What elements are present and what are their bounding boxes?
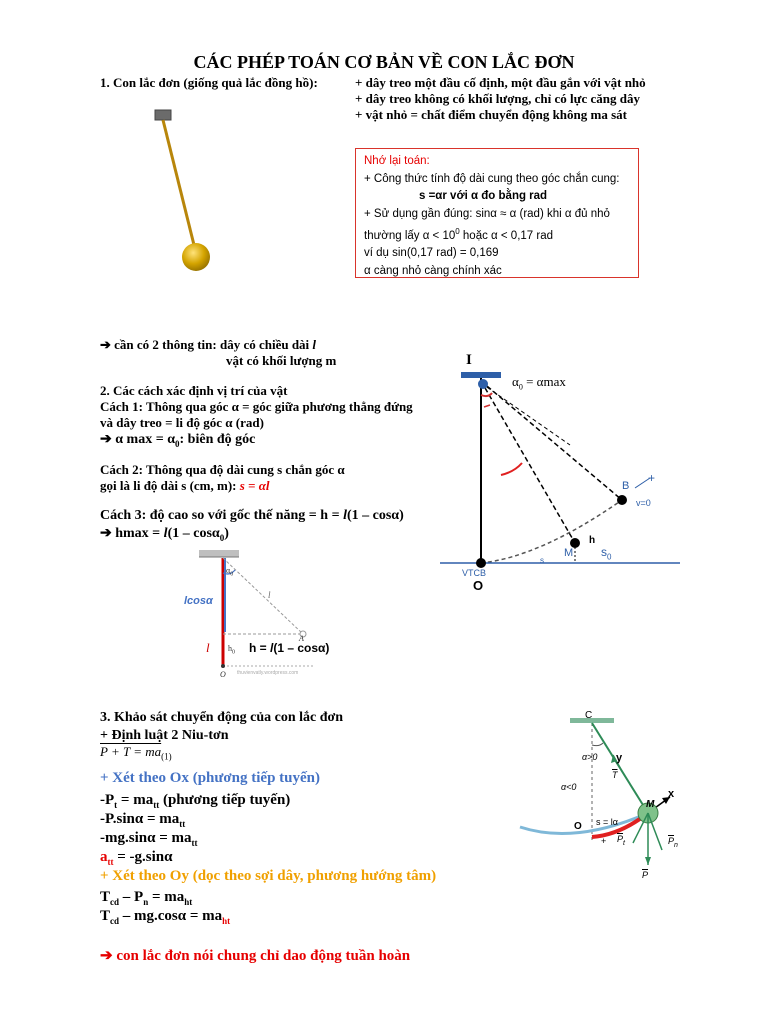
fig4-label-M: M [646, 799, 655, 810]
note-line-6: α càng nhỏ càng chính xác [364, 264, 502, 277]
oy-line-2 [100, 908, 230, 926]
fig2-label-O: O [473, 578, 484, 593]
ox-heading: + Xét theo Ox (phương tiếp tuyến) [100, 770, 321, 786]
fig3-alpha-label [226, 566, 233, 578]
newton-eq-text: P + T = ma [100, 744, 162, 759]
fig3-formula-l: l [270, 641, 274, 655]
method1-line-b: và dây treo = li độ góc α (rad) [100, 415, 264, 430]
l2-sub: tt [179, 819, 186, 829]
ox-line-4 [100, 849, 173, 867]
l6b-sub: ht [222, 916, 231, 926]
fig4-label-aneg: α<0 [561, 782, 577, 792]
simple-pendulum-figure [140, 105, 220, 275]
fig3-alpha: α [226, 566, 231, 575]
fig4-label-C: C [585, 710, 593, 721]
ox-line-2 [100, 811, 185, 829]
newton-law: + Định luật 2 Niu-tơn [100, 728, 229, 743]
note-line-3 [364, 206, 630, 224]
fig3-h-sub: 0 [232, 649, 235, 656]
method3-end: (1 – cosα) [346, 508, 404, 523]
fig2-alpha0-label [512, 374, 566, 392]
fig4-Pt-sub: t [623, 839, 625, 847]
height-formula-figure [195, 548, 320, 688]
fig4-label-O: O [574, 821, 582, 832]
note-title: Nhớ lại toán: [364, 155, 430, 167]
l1a-sub: t [114, 800, 118, 810]
l2: -P.sinα = ma [100, 811, 180, 827]
fig4-label-s: s = lα [596, 817, 618, 827]
note-line-4 [364, 223, 630, 245]
fig4-label-Pt [617, 834, 625, 847]
note-line-4-text: thường lấy α < 10 [364, 229, 456, 242]
method3-line-a [100, 508, 404, 524]
hmax-close: ) [224, 526, 229, 541]
conclusion-text: con lắc đơn nói chung chỉ dao động tuần hoàn [112, 948, 411, 964]
fig3-lcos-label: lcosα [184, 595, 213, 607]
l1c: (phương tiếp tuyến) [159, 792, 291, 808]
l5a-sub: cd [110, 897, 120, 907]
math-reminder-box [355, 148, 639, 278]
info-line-1 [100, 337, 316, 353]
method1-line-a: Cách 1: Thông qua góc α = góc giữa phương thẳng đứng [100, 399, 413, 414]
section1-prop-2: + dây treo không có khối lượng, chỉ có lực căng dây [355, 91, 640, 106]
l6b: – mg.cosα = ma [119, 908, 223, 924]
method1-end: : biên độ góc [179, 432, 256, 447]
l5c: = ma [148, 889, 185, 905]
method3-l: l [343, 508, 347, 523]
l3: -mg.sinα = ma [100, 830, 192, 846]
arrow-icon: ➔ [100, 526, 112, 541]
fig2-label-M: M [564, 547, 574, 559]
method1-sub: 0 [175, 438, 180, 449]
fig3-watermark: thuvienvatly.wordpress.com [237, 670, 299, 676]
arrow-icon: ➔ [100, 948, 113, 964]
method2-line-a: Cách 2: Thông qua độ dài cung s chắn góc α [100, 462, 345, 477]
l6a-sub: cd [110, 916, 120, 926]
page-title: CÁC PHÉP TOÁN CƠ BẢN VỀ CON LẮC ĐƠN [193, 52, 575, 72]
fig2-label-v0: v=0 [636, 498, 651, 508]
l4a-sub: tt [107, 857, 114, 867]
method3-text: Cách 3: độ cao so với gốc thế năng = h = [100, 508, 344, 523]
info-lead: cần có 2 thông tin: dây có chiều dài [110, 337, 313, 352]
fig3-alpha-sub: 0 [230, 571, 234, 578]
fig2-label-s0 [601, 545, 611, 561]
fig4-Pn-sub: n [674, 841, 678, 849]
fig2-label-s: s [540, 556, 544, 565]
section1-heading: 1. Con lắc đơn (giống quả lắc đồng hồ): [100, 75, 318, 90]
method2-text: gọi là li độ dài s (cm, m): [100, 478, 240, 493]
fig4-label-y: y [616, 752, 623, 764]
ox-line-3 [100, 830, 198, 848]
section1-prop-1: + dây treo một đầu cố định, một đầu gắn với vật nhỏ [355, 75, 646, 90]
hmax-end: (1 – cosα [167, 526, 220, 541]
section3-heading: 3. Khảo sát chuyển động của con lắc đơn [100, 710, 344, 725]
fig4-Pn: $\overline{P}$ [668, 836, 675, 846]
method2-formula: s = αl [239, 478, 270, 493]
fig3-h: h [228, 644, 232, 653]
l6a: T [100, 908, 111, 924]
alpha0-sub: 0 [518, 382, 523, 392]
fig3-O-label: O [220, 670, 226, 679]
fig2-label-B: B [622, 480, 630, 492]
fig3-l-label: l [206, 640, 210, 655]
method2-line-b [100, 478, 270, 494]
hmax-l: l [163, 526, 168, 541]
alpha0: α [512, 374, 519, 389]
fig3-h0-label [228, 644, 235, 656]
section2-heading: 2. Các cách xác định vị trí của vật [100, 383, 288, 398]
fig4-label-apos: α>0 [582, 752, 598, 762]
alpha0-rest: = αmax [522, 374, 566, 389]
fig4-label-x: x [668, 788, 675, 800]
note-line-5: ví dụ sin(0,17 rad) = 0,169 [364, 247, 499, 260]
arrow-icon: ➔ [100, 432, 112, 447]
note-line-4-end: hoặc α < 0,17 rad [459, 229, 553, 242]
hmax-text: hmax = [111, 526, 164, 541]
l5b-sub: n [143, 897, 149, 907]
fig2-label-h: h [589, 535, 596, 546]
info-l: l [312, 337, 317, 352]
info-line-2: vật có khối lượng m [226, 353, 337, 368]
fig4-label-plus: + [601, 836, 607, 846]
oy-heading: + Xét theo Oy (dọc theo sợi dây, phương hướng tâm) [100, 868, 437, 884]
newton-eq-num: (1) [161, 751, 172, 762]
l3-sub: tt [191, 838, 198, 848]
note-line-3-text: + Sử dụng gần đúng: sinα ≈ α (rad) khi α đủ nhỏ [364, 207, 610, 220]
l5b: – P [119, 889, 144, 905]
method3-line-b [100, 525, 229, 543]
fig4-label-T: $\overline{T}$ [612, 770, 618, 780]
s0: s [601, 545, 607, 559]
fig3-formula-text: h = [249, 641, 271, 655]
note-line-1: + Công thức tính độ dài cung theo góc chắn cung: [364, 172, 620, 185]
l4a: a [100, 849, 108, 865]
fig2-label-vtcb: VTCB [462, 568, 487, 578]
fig3-formula-end: (1 – cosα) [273, 641, 330, 655]
fig3-A-label: A [299, 634, 304, 643]
method1-line-c [100, 431, 255, 449]
arrow-icon: ➔ [100, 337, 111, 352]
l4b: = -g.sinα [113, 849, 173, 865]
l1a: -P [100, 792, 115, 808]
fig4-label-P: $\overline{P}$ [642, 870, 649, 880]
section1-prop-3: + vật nhỏ = chất điểm chuyển động không ma sát [355, 107, 627, 122]
fig2-label-plus: + [648, 471, 656, 485]
newton-equation [100, 744, 172, 762]
fig3-formula [249, 641, 329, 655]
note-line-4-sup: 0 [455, 227, 460, 236]
fig2-label-I: I [466, 352, 472, 368]
l1b-sub: tt [153, 800, 160, 810]
fig3-l2-label: l [268, 590, 271, 600]
oy-line-1 [100, 889, 192, 907]
fig4-label-Pn [668, 836, 678, 849]
l5a: T [100, 889, 111, 905]
conclusion [100, 946, 410, 965]
l5c-sub: ht [184, 897, 193, 907]
s0-sub: 0 [607, 552, 612, 562]
note-line-2: s =αr với α đo bằng rad [419, 190, 548, 202]
ox-line-1 [100, 792, 290, 810]
l1b: = ma [117, 792, 154, 808]
hmax-sub: 0 [219, 532, 225, 543]
fig4-Pt: $\overline{P}$ [617, 834, 624, 844]
method1-text: α max = α [111, 432, 176, 447]
